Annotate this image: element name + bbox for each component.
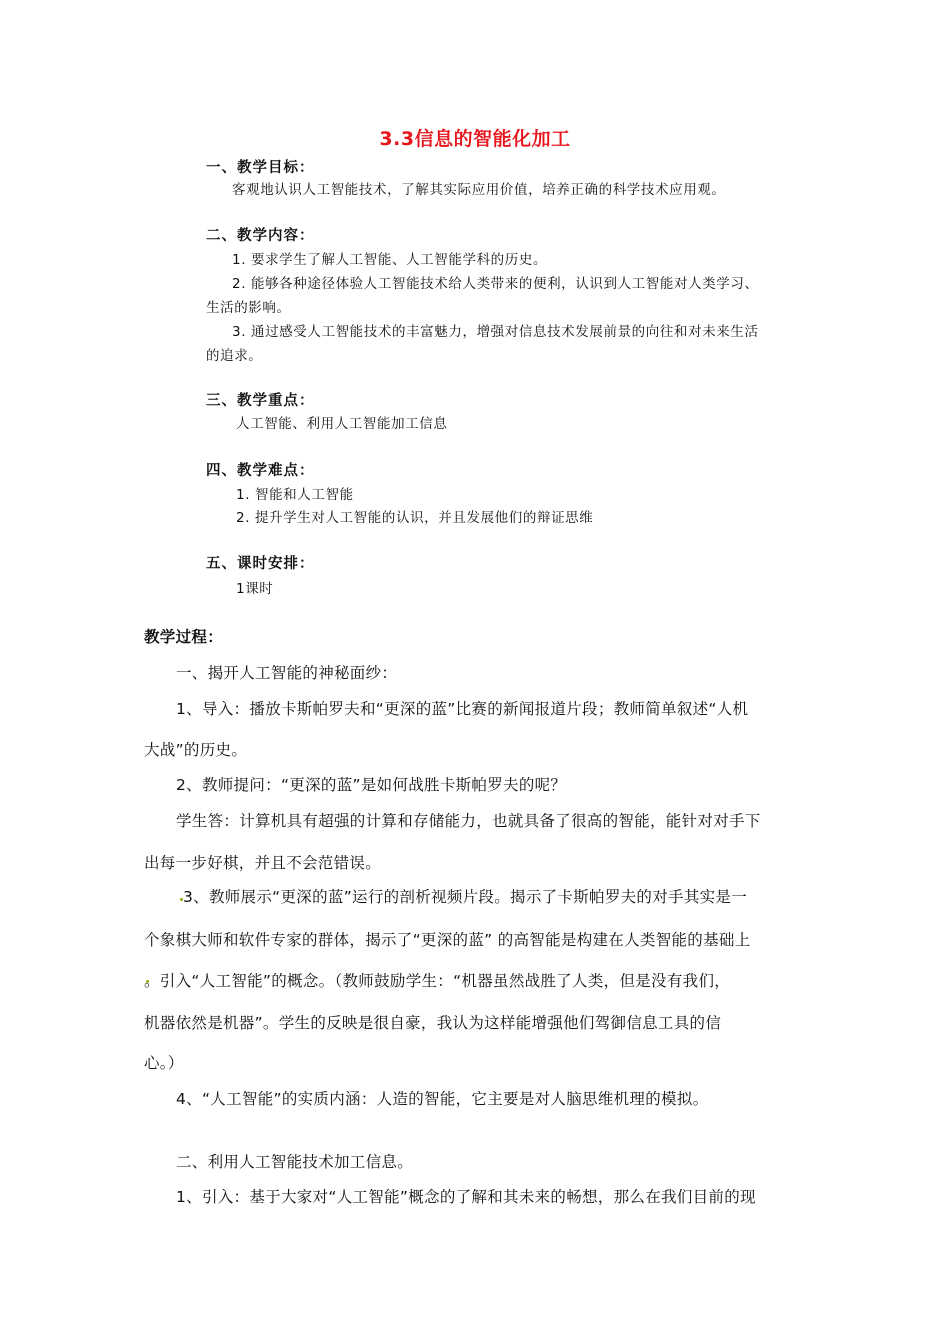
content-line: 3. 通过感受人工智能技术的丰富魅力，增强对信息技术发展前景的向往和对未来生活	[232, 324, 759, 340]
document-title: 3.3信息的智能化加工	[379, 128, 571, 150]
section-heading-difficulties: 四、教学难点：	[206, 463, 315, 479]
objectives-text: 客观地认识人工智能技术，了解其实际应用价值，培养正确的科学技术应用观。	[232, 182, 726, 198]
section-heading-content: 二、教学内容：	[206, 228, 315, 244]
key-points-text: 人工智能、利用人工智能加工信息	[236, 416, 448, 432]
process-line: 2、教师提问：“更深的蓝”是如何战胜卡斯帕罗夫的呢？	[176, 776, 567, 794]
process-line: 出每一步好棋，并且不会范错误。	[144, 854, 382, 872]
process-line: 个象棋大师和软件专家的群体，揭示了“更深的蓝” 的高智能是构建在人类智能的基础上	[144, 931, 751, 949]
process-line: 1、导入：播放卡斯帕罗夫和“更深的蓝”比赛的新闻报道片段；教师简单叙述“人机	[176, 700, 749, 718]
process-line: 学生答：计算机具有超强的计算和存储能力，也就具备了很高的智能，能针对对手下	[176, 812, 761, 830]
process-line: 二、利用人工智能技术加工信息。	[176, 1153, 414, 1171]
process-line: 3、教师展示“更深的蓝”运行的剖析视频片段。揭示了卡斯帕罗夫的对手其实是一	[183, 888, 748, 906]
process-line: 4、“人工智能”的实质内涵：人造的智能，它主要是对人脑思维机理的模拟。	[176, 1090, 709, 1108]
section-heading-key-points: 三、教学重点：	[206, 393, 315, 409]
content-line: 生活的影响。	[206, 300, 291, 316]
content-line: 1. 要求学生了解人工智能、人工智能学科的历史。	[232, 252, 548, 268]
section-heading-objectives: 一、教学目标：	[206, 160, 315, 176]
process-line: 大战”的历史。	[144, 741, 248, 759]
process-line: 心。）	[144, 1054, 184, 1072]
schedule-text: 1课时	[236, 581, 274, 597]
difficulties-line: 2. 提升学生对人工智能的认识，并且发展他们的辩证思维	[236, 510, 594, 526]
content-line: 的追求。	[206, 348, 263, 364]
process-line: 机器依然是机器”。学生的反映是很自豪，我认为这样能增强他们驾御信息工具的信	[144, 1014, 722, 1032]
difficulties-line: 1. 智能和人工智能	[236, 487, 354, 503]
process-heading: 教学过程：	[144, 628, 224, 646]
process-line: 。引入“人工智能”的概念。（教师鼓励学生：“机器虽然战胜了人类，但是没有我们，	[144, 972, 731, 990]
process-line: 一、揭开人工智能的神秘面纱：	[176, 664, 398, 682]
section-heading-schedule: 五、课时安排：	[206, 556, 315, 572]
process-line: 1、引入：基于大家对“人工智能”概念的了解和其未来的畅想，那么在我们目前的现	[176, 1188, 756, 1206]
content-line: 2. 能够各种途径体验人工智能技术给人类带来的便利，认识到人工智能对人类学习、	[232, 276, 759, 292]
